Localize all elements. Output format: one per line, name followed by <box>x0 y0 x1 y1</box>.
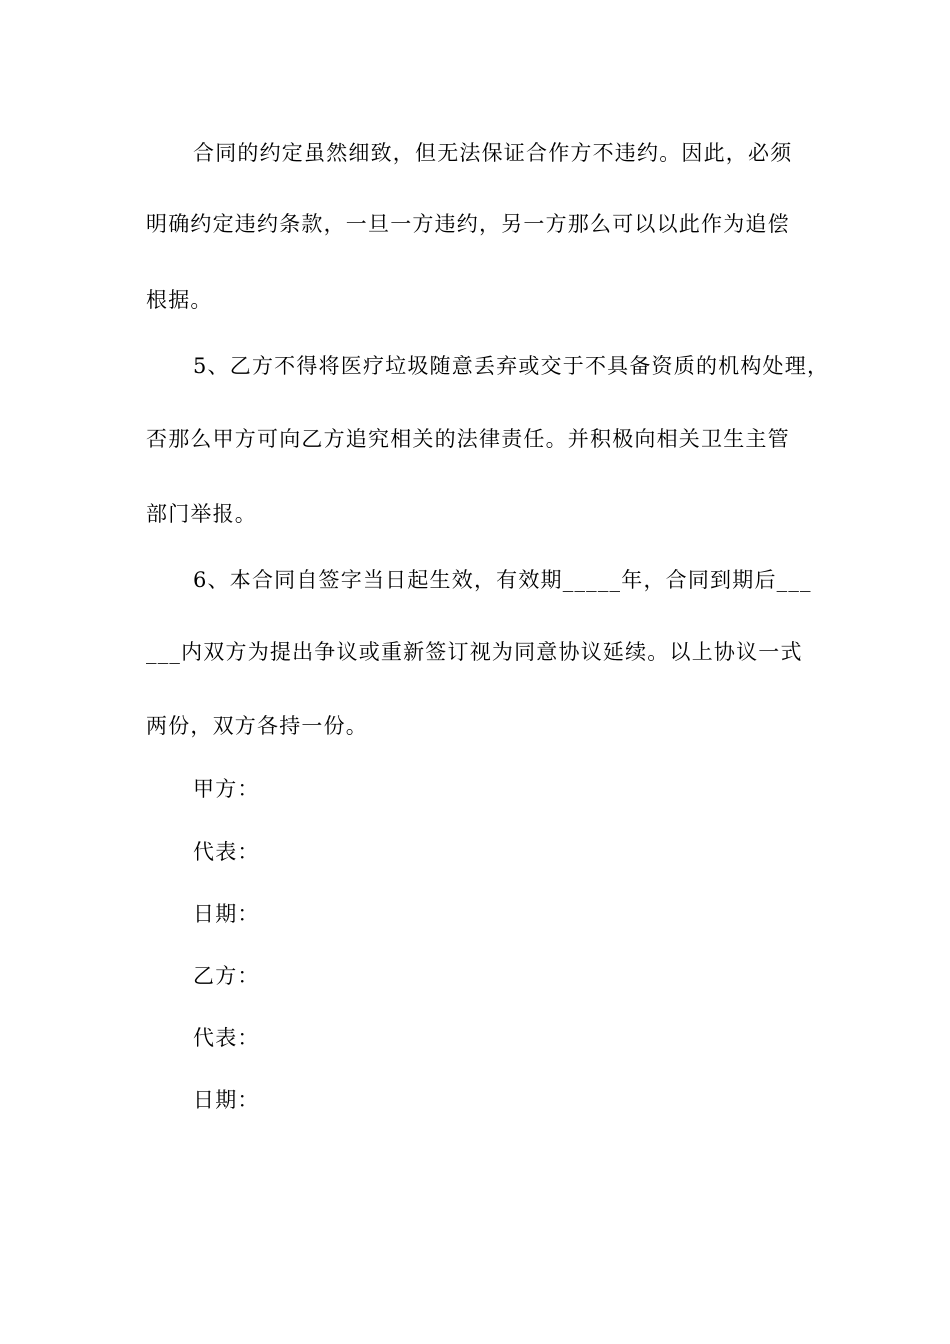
paragraph-1-line-1: 合同的约定虽然细致，但无法保证合作方不违约。因此，必须 <box>193 141 793 165</box>
party-a-representative-label: 代表： <box>193 840 260 864</box>
party-a-date-label: 日期： <box>193 902 260 926</box>
paragraph-3-line-2: ___内双方为提出争议或重新签订视为同意协议延续。以上协议一式 <box>146 640 803 664</box>
party-a-label: 甲方： <box>193 777 260 801</box>
paragraph-2-line-3: 部门举报。 <box>146 502 257 526</box>
paragraph-1-line-3: 根据。 <box>146 288 213 312</box>
paragraph-2-line-2: 否那么甲方可向乙方追究相关的法律责任。并积极向相关卫生主管 <box>146 427 790 451</box>
party-b-label: 乙方： <box>193 964 260 988</box>
paragraph-3-line-3: 两份，双方各持一份。 <box>146 714 368 738</box>
paragraph-3-line-1: 6、本合同自签字当日起生效，有效期_____年，合同到期后___ <box>193 568 812 592</box>
party-b-date-label: 日期： <box>193 1088 260 1112</box>
paragraph-1-line-2: 明确约定违约条款，一旦一方违约，另一方那么可以以此作为追偿 <box>146 212 790 236</box>
party-b-representative-label: 代表： <box>193 1026 260 1050</box>
paragraph-2-line-1: 5、乙方不得将医疗垃圾随意丢弃或交于不具备资质的机构处理， <box>193 354 830 378</box>
